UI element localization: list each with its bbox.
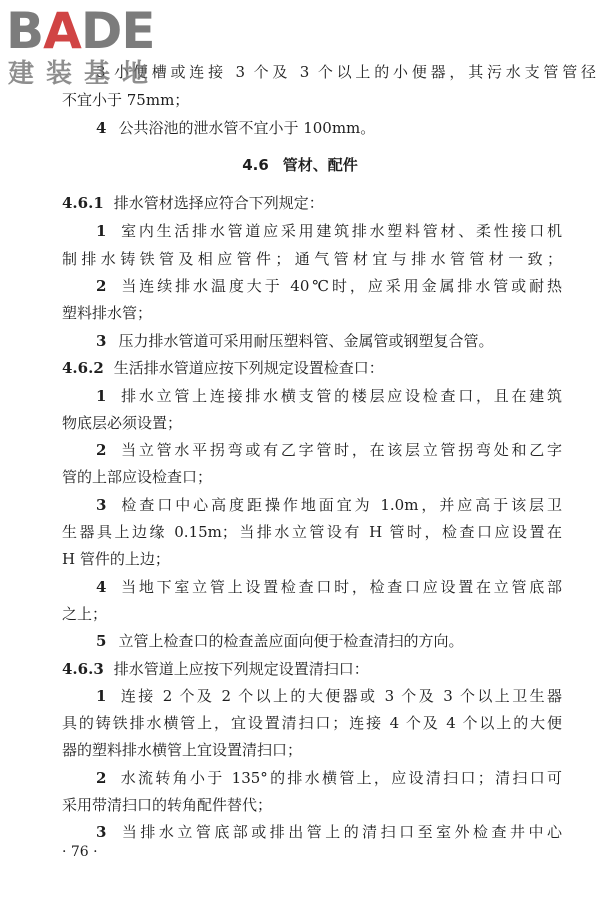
line-text: 排水立管上连接排水横支管的楼层应设检查口，且在建筑 bbox=[118, 387, 562, 405]
section-heading bbox=[0, 155, 600, 175]
item-number: 3 bbox=[96, 332, 107, 350]
line-text: 立管上检查口的检查盖应面向便于检查清扫的方向。 bbox=[118, 632, 464, 650]
text-line bbox=[96, 768, 562, 788]
text-line bbox=[62, 303, 562, 323]
clause-number: 4.6.2 bbox=[62, 359, 104, 377]
text-line bbox=[96, 495, 562, 515]
line-text: 当立管水平拐弯或有乙字管时，在该层立管拐弯处和乙字 bbox=[118, 441, 562, 459]
page-number: · 76 · bbox=[62, 844, 98, 860]
logo-subtitle: 建装基地 bbox=[8, 59, 161, 89]
line-text: 连接 2 个及 2 个以上的大便器或 3 个及 3 个以上卫生器 bbox=[118, 687, 562, 705]
clause-line bbox=[62, 659, 562, 679]
text-line bbox=[96, 221, 562, 241]
clause-line bbox=[62, 193, 562, 213]
text-line bbox=[62, 795, 562, 815]
line-text: 制排水铸铁管及相应管件；通气管材宜与排水管管材一致； bbox=[62, 250, 562, 268]
item-number: 4 bbox=[96, 578, 107, 596]
line-text: 物底层必须设置； bbox=[62, 414, 183, 432]
text-line bbox=[96, 577, 562, 597]
text-line bbox=[62, 413, 562, 433]
item-number: 3 bbox=[96, 496, 107, 514]
line-text: 排水管道上应按下列规定设置清扫口： bbox=[113, 660, 369, 678]
line-text: 当连续排水温度大于 40℃时，应采用金属排水管或耐热 bbox=[118, 277, 562, 295]
line-text: 压力排水管道可采用耐压塑料管、金属管或钢塑复合管。 bbox=[118, 332, 494, 350]
section-number: 4.6 bbox=[242, 156, 269, 174]
line-text: 采用带清扫口的转角配件替代； bbox=[62, 796, 273, 814]
line-text: 管的上部应设检查口； bbox=[62, 468, 213, 486]
text-line bbox=[96, 686, 562, 706]
line-text: 3 小便槽或连接 3 个及 3 个以上的小便器，其污水支管管径 bbox=[96, 63, 596, 81]
text-line bbox=[96, 631, 596, 651]
line-text: 器的塑料排水横管上宜设置清扫口； bbox=[62, 741, 303, 759]
line-text: 排水管材选择应符合下列规定： bbox=[113, 194, 324, 212]
text-line bbox=[62, 713, 562, 733]
item-number: 2 bbox=[96, 441, 107, 459]
line-text: 具的铸铁排水横管上，宜设置清扫口；连接 4 个及 4 个以上的大便 bbox=[62, 714, 562, 732]
item-number: 1 bbox=[96, 687, 107, 705]
line-text: 公共浴池的泄水管不宜小于 100mm。 bbox=[118, 119, 376, 137]
item-number: 1 bbox=[96, 222, 107, 240]
logo-brand: BADE bbox=[6, 2, 155, 60]
text-line bbox=[96, 440, 562, 460]
line-text: 当排水立管底部或排出管上的清扫口至室外检查井中心 bbox=[118, 823, 562, 841]
text-line bbox=[96, 118, 596, 138]
text-line bbox=[62, 249, 562, 269]
watermark-logo bbox=[6, 2, 196, 94]
text-line bbox=[96, 822, 562, 842]
text-line bbox=[96, 331, 596, 351]
text-line bbox=[62, 522, 562, 542]
item-number: 2 bbox=[96, 277, 107, 295]
section-title: 管材、配件 bbox=[282, 156, 358, 174]
clause-line bbox=[62, 358, 562, 378]
line-text: 之上； bbox=[62, 605, 108, 623]
line-text: 不宜小于 75mm； bbox=[62, 91, 190, 109]
text-line bbox=[62, 740, 562, 760]
line-text: 水流转角小于 135°的排水横管上，应设清扫口；清扫口可 bbox=[118, 769, 562, 787]
line-text: 室内生活排水管道应采用建筑排水塑料管材、柔性接口机 bbox=[118, 222, 562, 240]
clause-number: 4.6.3 bbox=[62, 660, 104, 678]
text-line bbox=[96, 276, 562, 296]
line-text: 生活排水管道应按下列规定设置检查口： bbox=[113, 359, 384, 377]
line-text: H 管件的上边； bbox=[62, 550, 170, 568]
text-line bbox=[62, 549, 562, 569]
item-number: 1 bbox=[96, 387, 107, 405]
item-number: 5 bbox=[96, 632, 107, 650]
line-text: 当地下室立管上设置检查口时，检查口应设置在立管底部 bbox=[118, 578, 562, 596]
logo-accent-letter: A bbox=[43, 2, 81, 60]
text-line bbox=[96, 386, 562, 406]
line-text: 检查口中心高度距操作地面宜为 1.0m，并应高于该层卫 bbox=[118, 496, 562, 514]
line-text: 塑料排水管； bbox=[62, 304, 153, 322]
text-line bbox=[62, 604, 562, 624]
item-number: 4 bbox=[96, 119, 107, 137]
item-number: 2 bbox=[96, 769, 107, 787]
line-text: 生器具上边缘 0.15m；当排水立管设有 H 管时，检查口应设置在 bbox=[62, 523, 562, 541]
clause-number: 4.6.1 bbox=[62, 194, 104, 212]
item-number: 3 bbox=[96, 823, 107, 841]
text-line bbox=[62, 467, 562, 487]
